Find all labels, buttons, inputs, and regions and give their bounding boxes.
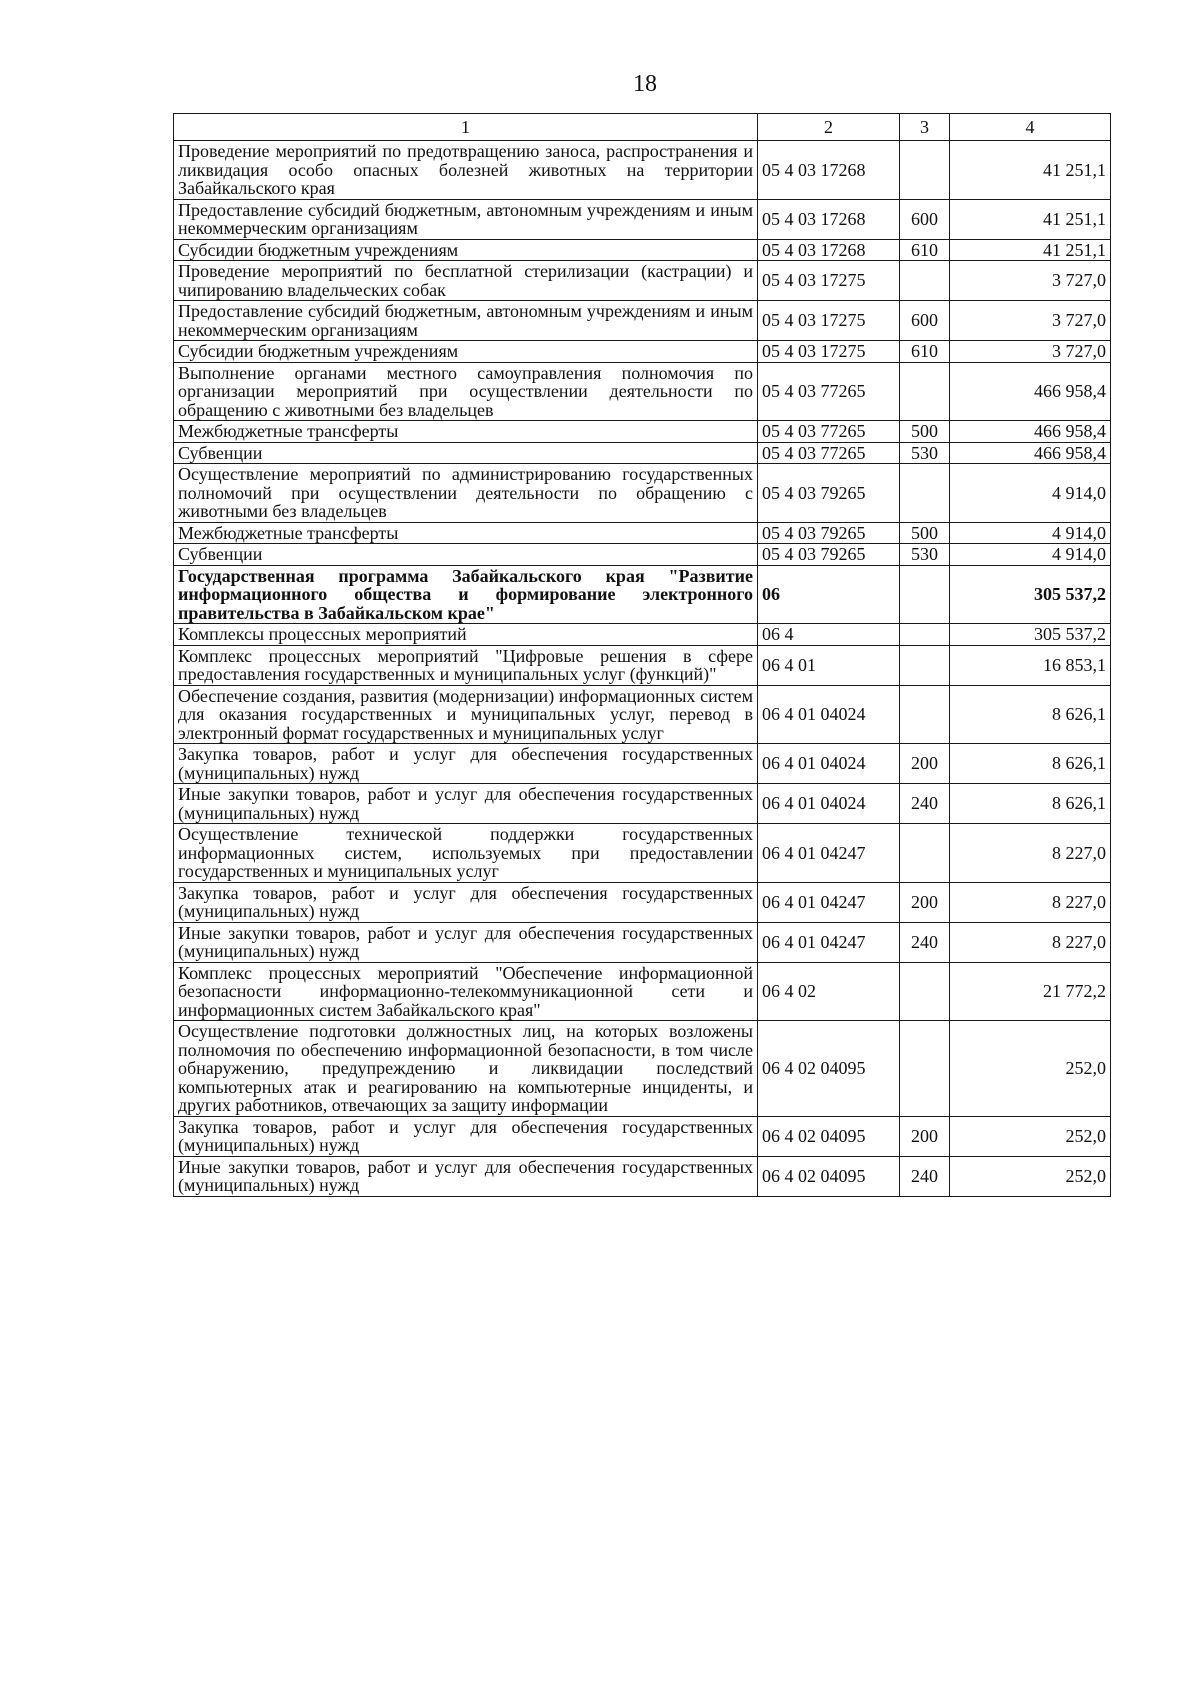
- table-row: [174, 341, 1111, 363]
- row-code-cell: 05 4 03 77265: [758, 442, 900, 464]
- row-type-cell: [900, 464, 950, 523]
- row-sum-cell: 8 626,1: [950, 685, 1111, 744]
- table-row: [174, 141, 1111, 200]
- row-name-cell: Субвенции: [174, 544, 758, 566]
- row-code-cell: 05 4 03 17268: [758, 239, 900, 261]
- table-row: [174, 362, 1111, 421]
- row-name-cell: Осуществление технической поддержки государственных информационных систем, используемых при предоставлении государственных и муниципальных услуг: [174, 824, 758, 883]
- table-row: [174, 199, 1111, 239]
- row-code-cell: 05 4 03 17268: [758, 141, 900, 200]
- row-sum-cell: 41 251,1: [950, 141, 1111, 200]
- row-name-cell: Субвенции: [174, 442, 758, 464]
- row-code-cell: 06 4: [758, 624, 900, 646]
- row-type-cell: [900, 565, 950, 624]
- row-type-cell: [900, 685, 950, 744]
- table-row: [174, 784, 1111, 824]
- row-type-cell: [900, 141, 950, 200]
- row-sum-cell: 305 537,2: [950, 624, 1111, 646]
- table-row: [174, 544, 1111, 566]
- row-type-cell: 530: [900, 442, 950, 464]
- row-sum-cell: 8 227,0: [950, 922, 1111, 962]
- row-code-cell: 05 4 03 79265: [758, 522, 900, 544]
- row-code-cell: 05 4 03 77265: [758, 362, 900, 421]
- table-row: [174, 824, 1111, 883]
- row-name-cell: Обеспечение создания, развития (модернизации) информационных систем для оказания государственных и муниципальных услуг, перевод в электронный формат государственных и муниципальных услуг: [174, 685, 758, 744]
- row-code-cell: 06 4 02 04095: [758, 1021, 900, 1117]
- row-sum-cell: 8 227,0: [950, 824, 1111, 883]
- row-code-cell: 06 4 02 04095: [758, 1156, 900, 1196]
- row-code-cell: 05 4 03 17275: [758, 301, 900, 341]
- table-row: [174, 522, 1111, 544]
- table-header: [174, 114, 1111, 141]
- row-name-cell: Иные закупки товаров, работ и услуг для обеспечения государственных (муниципальных) нужд: [174, 784, 758, 824]
- row-sum-cell: 8 227,0: [950, 882, 1111, 922]
- row-sum-cell: 466 958,4: [950, 442, 1111, 464]
- header-col-sum: 4: [950, 114, 1111, 141]
- row-name-cell: Межбюджетные трансферты: [174, 522, 758, 544]
- table-row: [174, 301, 1111, 341]
- row-name-cell: Закупка товаров, работ и услуг для обеспечения государственных (муниципальных) нужд: [174, 1116, 758, 1156]
- row-name-cell: Осуществление подготовки должностных лиц, на которых возложены полномочия по обеспечению информационной безопасности, в том числе обнаружению, предупреждению и ликвидации последствий компьютерных атак и реагированию на компьютерные инциденты, и других работников, отвечающих за защиту информации: [174, 1021, 758, 1117]
- row-sum-cell: 41 251,1: [950, 239, 1111, 261]
- row-name-cell: Выполнение органами местного самоуправления полномочия по организации мероприятий при осуществлении деятельности по обращению с животными без владельцев: [174, 362, 758, 421]
- row-code-cell: 05 4 03 79265: [758, 464, 900, 523]
- row-type-cell: 240: [900, 1156, 950, 1196]
- table-row: [174, 442, 1111, 464]
- table-row: [174, 744, 1111, 784]
- row-code-cell: 05 4 03 79265: [758, 544, 900, 566]
- row-code-cell: 06 4 01 04024: [758, 784, 900, 824]
- row-code-cell: 06: [758, 565, 900, 624]
- row-sum-cell: 466 958,4: [950, 421, 1111, 443]
- row-type-cell: 500: [900, 421, 950, 443]
- row-type-cell: 200: [900, 744, 950, 784]
- row-code-cell: 05 4 03 17268: [758, 199, 900, 239]
- table-row: [174, 261, 1111, 301]
- table-row: [174, 239, 1111, 261]
- row-type-cell: [900, 261, 950, 301]
- header-col-type: 3: [900, 114, 950, 141]
- table-row: [174, 624, 1111, 646]
- row-type-cell: 200: [900, 882, 950, 922]
- header-col-name: 1: [174, 114, 758, 141]
- row-type-cell: 240: [900, 922, 950, 962]
- row-name-cell: Закупка товаров, работ и услуг для обеспечения государственных (муниципальных) нужд: [174, 882, 758, 922]
- table-row: [174, 421, 1111, 443]
- row-code-cell: 06 4 02: [758, 962, 900, 1021]
- row-sum-cell: 3 727,0: [950, 261, 1111, 301]
- row-type-cell: 600: [900, 301, 950, 341]
- row-name-cell: Субсидии бюджетным учреждениям: [174, 341, 758, 363]
- row-code-cell: 05 4 03 17275: [758, 261, 900, 301]
- row-type-cell: [900, 824, 950, 883]
- row-sum-cell: 41 251,1: [950, 199, 1111, 239]
- table-row: [174, 685, 1111, 744]
- row-name-cell: Комплексы процессных мероприятий: [174, 624, 758, 646]
- table-row: [174, 962, 1111, 1021]
- table-row: [174, 565, 1111, 624]
- header-col-code: 2: [758, 114, 900, 141]
- row-sum-cell: 466 958,4: [950, 362, 1111, 421]
- row-name-cell: Предоставление субсидий бюджетным, автономным учреждениям и иным некоммерческим организациям: [174, 301, 758, 341]
- row-sum-cell: 8 626,1: [950, 744, 1111, 784]
- row-code-cell: 06 4 01 04247: [758, 824, 900, 883]
- page-number: 18: [633, 71, 657, 97]
- row-code-cell: 06 4 01 04024: [758, 744, 900, 784]
- table-row: [174, 922, 1111, 962]
- row-code-cell: 06 4 01 04247: [758, 882, 900, 922]
- row-name-cell: Комплекс процессных мероприятий "Обеспечение информационной безопасности информационно-телекоммуникационной сети и информационных систем Забайкальского края": [174, 962, 758, 1021]
- table-row: [174, 882, 1111, 922]
- row-name-cell: Проведение мероприятий по бесплатной стерилизации (кастрации) и чипированию владельческих собак: [174, 261, 758, 301]
- row-name-cell: Государственная программа Забайкальского края "Развитие информационного общества и формирование электронного правительства в Забайкальском крае": [174, 565, 758, 624]
- row-sum-cell: 252,0: [950, 1116, 1111, 1156]
- row-sum-cell: 21 772,2: [950, 962, 1111, 1021]
- budget-table: [173, 113, 1111, 1197]
- row-type-cell: 200: [900, 1116, 950, 1156]
- table-row: [174, 1156, 1111, 1196]
- row-type-cell: [900, 962, 950, 1021]
- row-code-cell: 05 4 03 77265: [758, 421, 900, 443]
- row-type-cell: 530: [900, 544, 950, 566]
- row-type-cell: [900, 1021, 950, 1117]
- row-name-cell: Предоставление субсидий бюджетным, автономным учреждениям и иным некоммерческим организациям: [174, 199, 758, 239]
- row-name-cell: Иные закупки товаров, работ и услуг для обеспечения государственных (муниципальных) нужд: [174, 922, 758, 962]
- row-name-cell: Субсидии бюджетным учреждениям: [174, 239, 758, 261]
- table-row: [174, 645, 1111, 685]
- row-type-cell: 600: [900, 199, 950, 239]
- row-sum-cell: 16 853,1: [950, 645, 1111, 685]
- row-name-cell: Межбюджетные трансферты: [174, 421, 758, 443]
- table-row: [174, 1116, 1111, 1156]
- row-sum-cell: 4 914,0: [950, 464, 1111, 523]
- table-row: [174, 1021, 1111, 1117]
- row-name-cell: Проведение мероприятий по предотвращению заноса, распространения и ликвидация особо опасных болезней животных на территории Забайкальского края: [174, 141, 758, 200]
- row-sum-cell: 4 914,0: [950, 522, 1111, 544]
- row-type-cell: [900, 362, 950, 421]
- row-sum-cell: 252,0: [950, 1021, 1111, 1117]
- row-type-cell: [900, 624, 950, 646]
- row-type-cell: 240: [900, 784, 950, 824]
- row-name-cell: Осуществление мероприятий по администрированию государственных полномочий при осуществлении деятельности по обращению с животными без владельцев: [174, 464, 758, 523]
- header-row: [174, 114, 1111, 141]
- row-type-cell: [900, 645, 950, 685]
- row-sum-cell: 3 727,0: [950, 341, 1111, 363]
- row-code-cell: 06 4 01 04247: [758, 922, 900, 962]
- row-code-cell: 06 4 01 04024: [758, 685, 900, 744]
- row-sum-cell: 3 727,0: [950, 301, 1111, 341]
- row-code-cell: 05 4 03 17275: [758, 341, 900, 363]
- row-name-cell: Закупка товаров, работ и услуг для обеспечения государственных (муниципальных) нужд: [174, 744, 758, 784]
- row-sum-cell: 252,0: [950, 1156, 1111, 1196]
- row-name-cell: Иные закупки товаров, работ и услуг для обеспечения государственных (муниципальных) нужд: [174, 1156, 758, 1196]
- row-sum-cell: 8 626,1: [950, 784, 1111, 824]
- row-code-cell: 06 4 02 04095: [758, 1116, 900, 1156]
- row-sum-cell: 4 914,0: [950, 544, 1111, 566]
- row-name-cell: Комплекс процессных мероприятий "Цифровые решения в сфере предоставления государственных и муниципальных услуг (функций)": [174, 645, 758, 685]
- row-code-cell: 06 4 01: [758, 645, 900, 685]
- row-type-cell: 610: [900, 239, 950, 261]
- row-sum-cell: 305 537,2: [950, 565, 1111, 624]
- row-type-cell: 610: [900, 341, 950, 363]
- table-row: [174, 464, 1111, 523]
- table-body: [174, 141, 1111, 1197]
- row-type-cell: 500: [900, 522, 950, 544]
